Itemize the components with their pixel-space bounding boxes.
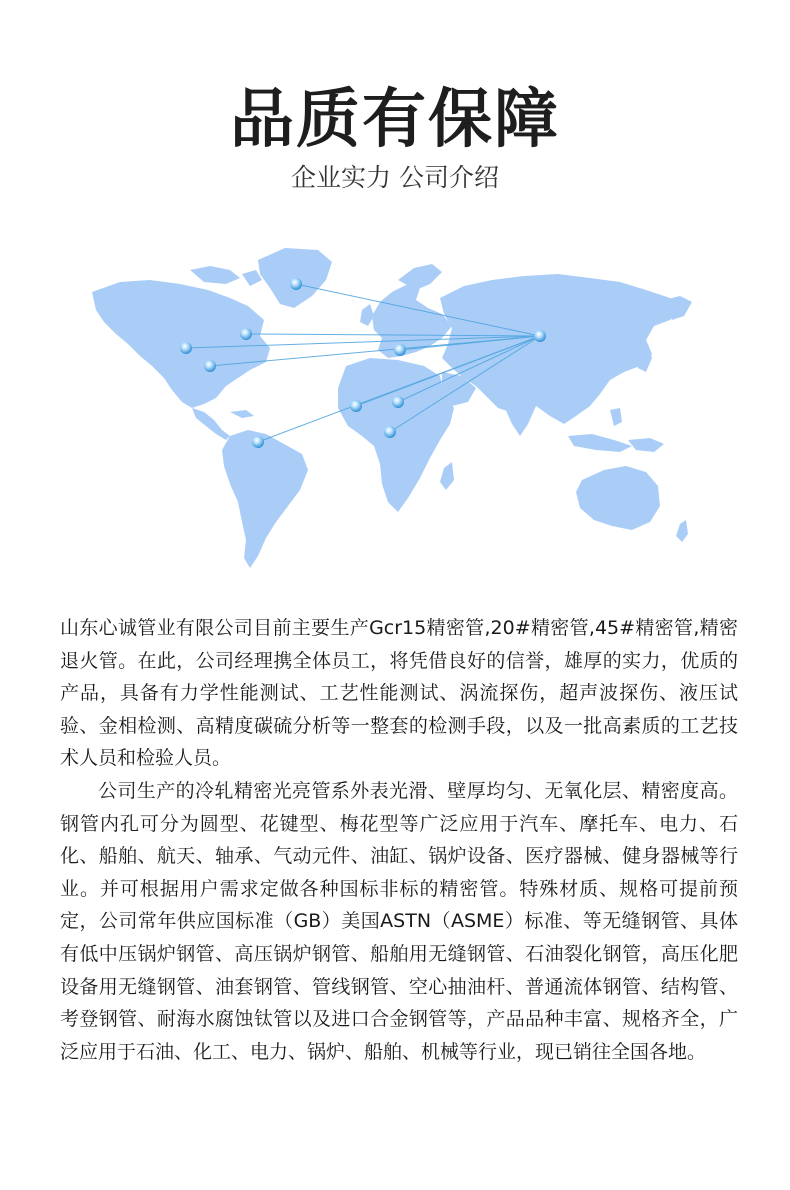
location-marker-south-america [252,436,264,448]
description-paragraph-1: 山东心诚管业有限公司目前主要生产Gcr15精密管,20#精密管,45#精密管,精密退火管。在此，公司经理携全体员工，将凭借良好的信誉，雄厚的实力，优质的产品，具备有力学性能测试、工艺性能测试、涡流探伤，超声波探伤、液压试验、金相检测、高精度碳硫分析等一整套的检测手段，以及一批高素质的工艺技术人员和检验人员。 [60,617,738,770]
location-marker-usa-west [180,342,192,354]
landmass-south-america [222,430,308,568]
location-marker-west-africa [350,400,362,412]
landmass-caribbean [230,410,254,418]
page-subtitle: 企业实力 公司介绍 [291,163,499,192]
page-title: 品质有保障 [230,83,560,157]
world-map [80,240,710,580]
description-paragraph-2: 公司生产的冷轧精密光亮管系外表光滑、壁厚均匀、无氧化层、精密度高。钢管内孔可分为圆型、花键型、梅花型等广泛应用于汽车、摩托车、电力、石化、船舶、航天、轴承、气动元件、油缸、锅炉设备、医疗器械、健身器械等行业。并可根据用户需求定做各种国标非标的精密管。特殊材质、规格可提前预定，公司常年供应国标准（GB）美国ASTN（ASME）标准、等无缝钢管、具体有低中压锅炉钢管、高压锅炉钢管、船舶用无缝钢管、石油裂化钢管，高压化肥设备用无缝钢管、油套钢管、管线钢管、空心抽油杆、普通流体钢管、结构管、考登钢管、耐海水腐蚀钛管以及进口合金钢管等，产品品种丰富、规格齐全，广泛应用于石油、化工、电力、锅炉、船舶、机械等行业，现已销往全国各地。 [60,779,738,1063]
location-marker-europe [394,344,406,356]
company-description [60,612,738,1068]
location-marker-russia [534,330,546,342]
landmass-new-guinea [628,438,664,452]
world-map-graphic [80,240,710,580]
landmass-arctic-islands [190,266,240,284]
landmass-australia [576,466,660,530]
location-marker-north-africa [392,396,404,408]
landmass-madagascar [440,462,454,490]
landmass-north-america [92,280,270,408]
landmass-uk [360,304,374,326]
landmass-arctic-islands-2 [242,270,262,286]
landmass-europe [372,284,452,358]
landmass-greenland [258,248,332,308]
landmass-indonesia [568,434,632,452]
location-marker-usa-central [204,360,216,372]
location-marker-greenland [290,278,302,290]
landmass-new-zealand [676,520,688,542]
landmass-philippines [610,408,622,426]
landmass-africa [338,358,454,512]
landmass-central-america [192,408,230,440]
location-marker-central-africa [384,426,396,438]
location-marker-canada [240,328,252,340]
